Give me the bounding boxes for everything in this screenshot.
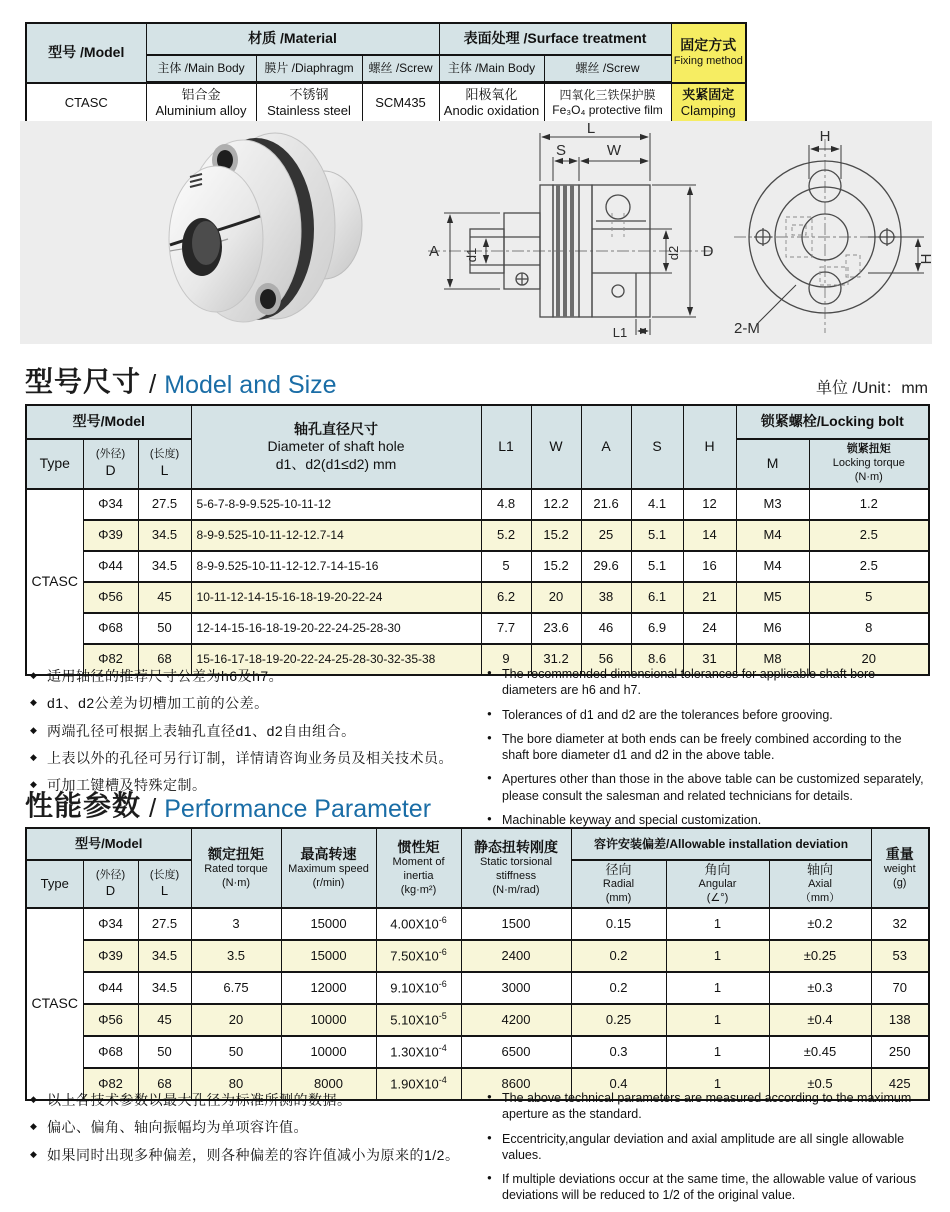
inertia-exp: -6 <box>438 915 447 926</box>
perf-row <box>26 908 929 940</box>
cell-w: 23.6 <box>531 613 581 644</box>
perf-col-d <box>83 860 138 908</box>
cell-weight: 138 <box>871 1004 929 1036</box>
front-view-drawing <box>728 127 935 339</box>
perf-notes-en <box>485 1090 930 1212</box>
cell-m: M4 <box>736 551 809 582</box>
cell-angular: 1 <box>666 1004 769 1036</box>
cell-radial: 0.4 <box>571 1068 666 1100</box>
size-col-l <box>138 439 191 489</box>
dim-label-D: D <box>702 243 714 260</box>
perf-notes-zh <box>30 1090 485 1212</box>
cell-weight: 250 <box>871 1036 929 1068</box>
d-label: D <box>105 462 116 479</box>
cell-l1: 4.8 <box>481 489 531 520</box>
body-en: Aluminium alloy <box>155 103 247 118</box>
shaft-header-spec: d1、d2(d1≤d2) mm <box>275 455 397 472</box>
d-label: D <box>105 882 116 898</box>
cell-bores: 12-14-15-16-18-19-20-22-24-25-28-30 <box>191 613 481 644</box>
spec-screw-value: SCM435 <box>362 83 439 124</box>
shaft-header-zh: 轴孔直径尺寸 <box>294 420 379 437</box>
cell-torque: 5 <box>809 582 929 613</box>
cell-l: 45 <box>138 1004 191 1036</box>
angular-zh: 角向 <box>704 862 731 878</box>
spec-sub-diaphragm: 膜片 /Diaphragm <box>256 55 362 83</box>
note-item: ● If multiple deviations occur at the same time, the allowable value of various deviations will be reduced to 1/2 of the original value. <box>485 1171 930 1204</box>
size-col-torque <box>809 439 929 489</box>
cell-d: Φ82 <box>83 644 138 675</box>
dim-label-L: L <box>586 121 596 137</box>
rated-en: Rated torque <box>204 863 268 875</box>
perf-col-stiffness <box>461 828 571 908</box>
cell-d: Φ44 <box>83 972 138 1004</box>
weight-unit: (g) <box>893 876 907 889</box>
cell-l1: 7.7 <box>481 613 531 644</box>
note-item: ● Tolerances of d1 and d2 are the tolerances before grooving. <box>485 707 930 723</box>
cell-radial: 0.25 <box>571 1004 666 1036</box>
cell-h: 12 <box>683 489 736 520</box>
cell-inertia <box>376 1036 461 1068</box>
spec-material-header: 材质 /Material <box>146 23 439 55</box>
cell-m: M3 <box>736 489 809 520</box>
cell-d: Φ39 <box>83 520 138 551</box>
spec-body-value <box>146 83 256 124</box>
spec-sub-surface-screw: 螺丝 /Screw <box>544 55 671 83</box>
surface-main-en: Anodic oxidation <box>443 103 540 118</box>
surface-screw-en: Fe₃O₄ protective film <box>552 103 663 117</box>
radial-unit: (mm) <box>605 892 632 905</box>
cell-axial: ±0.4 <box>769 1004 871 1036</box>
inertia-exp: -6 <box>438 947 447 958</box>
cell-speed: 12000 <box>281 972 376 1004</box>
note-item: ◆ 偏心、偏角、轴向振幅均为单项容许值。 <box>30 1117 485 1137</box>
inertia-exp: -6 <box>438 979 447 990</box>
l-label: L <box>160 462 169 479</box>
cell-torque: 50 <box>191 1036 281 1068</box>
fixing-en: Clamping <box>680 102 736 118</box>
note-item: ◆ d1、d2公差为切槽加工前的公差。 <box>30 693 485 713</box>
note-item: ◆ 以上各技术参数以最大孔径为标准所测的数据。 <box>30 1090 485 1110</box>
cell-speed: 10000 <box>281 1036 376 1068</box>
inertia-unit: (kg·m²) <box>400 883 437 896</box>
cell-stiffness: 2400 <box>461 940 571 972</box>
size-row <box>26 520 929 551</box>
perf-row <box>26 1004 929 1036</box>
cell-d: Φ56 <box>83 1004 138 1036</box>
perf-row <box>26 972 929 1004</box>
cell-angular: 1 <box>666 940 769 972</box>
diaphragm-zh: 不锈钢 <box>289 86 329 102</box>
cell-a: 21.6 <box>581 489 631 520</box>
cell-s: 5.1 <box>631 520 683 551</box>
cell-h: 31 <box>683 644 736 675</box>
dim-label-W: W <box>606 142 622 159</box>
stiff-en: Static torsional stiffness <box>479 856 553 882</box>
size-col-s: S <box>631 405 683 489</box>
cell-weight: 70 <box>871 972 929 1004</box>
spec-surface-screw-value <box>544 83 671 124</box>
perf-col-axial <box>769 860 871 908</box>
cell-bores: 8-9-9.525-10-11-12-12.7-14 <box>191 520 481 551</box>
cell-l: 34.5 <box>138 520 191 551</box>
weight-zh: 重量 <box>885 845 914 862</box>
torque-en: Locking torque <box>832 457 905 470</box>
size-row <box>26 582 929 613</box>
perf-col-angular <box>666 860 769 908</box>
cell-angular: 1 <box>666 908 769 940</box>
cell-angular: 1 <box>666 1068 769 1100</box>
cell-bores: 5-6-7-8-9-9.525-10-11-12 <box>191 489 481 520</box>
perf-type-value: CTASC <box>26 908 83 1100</box>
spec-sub-main-body: 主体 /Main Body <box>146 55 256 83</box>
dim-label-d1: d1 <box>464 247 479 263</box>
dim-label-d2: d2 <box>666 245 681 261</box>
note-item: ● The recommended dimensional tolerances for applicable shaft bore diameters are h6 and h7. <box>485 666 930 699</box>
fixing-zh: 夹紧固定 <box>682 86 735 102</box>
body-zh: 铝合金 <box>181 86 221 102</box>
cell-radial: 0.3 <box>571 1036 666 1068</box>
perf-col-l <box>138 860 191 908</box>
spec-sub-surface-main: 主体 /Main Body <box>439 55 544 83</box>
cell-w: 12.2 <box>531 489 581 520</box>
inertia-exp: -5 <box>438 1011 447 1022</box>
spec-sub-screw: 螺丝 /Screw <box>362 55 439 83</box>
speed-en: Maximum speed <box>288 863 369 875</box>
size-col-a: A <box>581 405 631 489</box>
cell-weight: 32 <box>871 908 929 940</box>
cell-inertia <box>376 1004 461 1036</box>
size-col-type: Type <box>26 439 83 489</box>
dim-label-H-top: H <box>819 128 831 145</box>
cell-d: Φ68 <box>83 1036 138 1068</box>
cell-inertia <box>376 908 461 940</box>
cell-torque: 1.2 <box>809 489 929 520</box>
inertia-base: 7.50X10 <box>390 948 439 964</box>
cell-stiffness: 1500 <box>461 908 571 940</box>
cell-axial: ±0.2 <box>769 908 871 940</box>
cell-w: 15.2 <box>531 551 581 582</box>
cell-l1: 5.2 <box>481 520 531 551</box>
cell-inertia <box>376 972 461 1004</box>
note-item: ● Eccentricity,angular deviation and axial amplitude are all single allowable values. <box>485 1131 930 1164</box>
size-col-d <box>83 439 138 489</box>
cell-axial: ±0.25 <box>769 940 871 972</box>
size-type-value: CTASC <box>26 489 83 675</box>
size-col-w: W <box>531 405 581 489</box>
cell-h: 14 <box>683 520 736 551</box>
speed-zh: 最高转速 <box>300 845 357 862</box>
cell-h: 21 <box>683 582 736 613</box>
dim-label-S: S <box>555 142 567 159</box>
cell-angular: 1 <box>666 1036 769 1068</box>
spec-surface-main-value <box>439 83 544 124</box>
cell-w: 15.2 <box>531 520 581 551</box>
shaft-header-en: Diameter of shaft hole <box>267 438 405 455</box>
inertia-exp: -4 <box>438 1043 447 1054</box>
size-row <box>26 489 929 520</box>
cell-radial: 0.2 <box>571 940 666 972</box>
cell-bores: 8-9-9.525-10-11-12-12.7-14-15-16 <box>191 551 481 582</box>
rated-unit: (N·m) <box>221 876 251 889</box>
spec-model-value: CTASC <box>26 83 146 124</box>
spec-fixing-value <box>671 83 746 124</box>
cell-s: 8.6 <box>631 644 683 675</box>
cell-d: Φ56 <box>83 582 138 613</box>
cell-l: 50 <box>138 613 191 644</box>
torque-zh: 锁紧扭矩 <box>846 443 891 456</box>
cell-w: 20 <box>531 582 581 613</box>
cell-l: 34.5 <box>138 551 191 582</box>
cell-a: 25 <box>581 520 631 551</box>
cell-torque: 2.5 <box>809 520 929 551</box>
cell-a: 46 <box>581 613 631 644</box>
axial-zh: 轴向 <box>807 862 834 878</box>
stiff-unit: (N·m/rad) <box>492 883 540 896</box>
deviation-group-label: 容许安装偏差/Allowable installation deviation <box>594 836 849 851</box>
spec-diaphragm-value <box>256 83 362 124</box>
inertia-en: Moment of inertia <box>392 856 445 882</box>
cell-l1: 6.2 <box>481 582 531 613</box>
cell-d: Φ34 <box>83 908 138 940</box>
perf-title-en: Performance Parameter <box>164 795 432 823</box>
cell-torque: 3 <box>191 908 281 940</box>
cell-angular: 1 <box>666 972 769 1004</box>
cell-inertia <box>376 940 461 972</box>
perf-row <box>26 940 929 972</box>
performance-table <box>25 827 930 1101</box>
cell-stiffness: 3000 <box>461 972 571 1004</box>
cell-bores: 15-16-17-18-19-20-22-24-25-28-30-32-35-38 <box>191 644 481 675</box>
perf-col-weight <box>871 828 929 908</box>
cell-l: 34.5 <box>138 972 191 1004</box>
cell-l1: 9 <box>481 644 531 675</box>
unit-label: 单位 /Unit：mm <box>815 380 928 397</box>
radial-zh: 径向 <box>605 862 632 878</box>
inertia-base: 4.00X10 <box>390 916 439 932</box>
cell-s: 6.1 <box>631 582 683 613</box>
cell-stiffness: 6500 <box>461 1036 571 1068</box>
d-sub: (外径) <box>95 869 126 881</box>
cell-torque: 80 <box>191 1068 281 1100</box>
spec-table <box>25 22 747 125</box>
cell-h: 24 <box>683 613 736 644</box>
cell-m: M8 <box>736 644 809 675</box>
size-row <box>26 551 929 582</box>
cell-d: Φ82 <box>83 1068 138 1100</box>
cell-l: 50 <box>138 1036 191 1068</box>
speed-unit: (r/min) <box>312 876 345 889</box>
note-item: ◆ 两端孔径可根据上表轴孔直径d1、d2自由组合。 <box>30 721 485 741</box>
cell-s: 6.9 <box>631 613 683 644</box>
perf-col-radial <box>571 860 666 908</box>
cell-bores: 10-11-12-14-15-16-18-19-20-22-24 <box>191 582 481 613</box>
cell-axial: ±0.45 <box>769 1036 871 1068</box>
cell-a: 38 <box>581 582 631 613</box>
perf-col-model-group: 型号/Model <box>26 828 191 860</box>
perf-col-max-speed <box>281 828 376 908</box>
angular-en: Angular <box>698 878 737 891</box>
cross-section-drawing <box>420 121 720 344</box>
dim-label-L1: L1 <box>612 325 628 340</box>
note-item: ◆ 适用轴径的推荐尺寸公差为h6及h7。 <box>30 666 485 686</box>
cell-torque: 3.5 <box>191 940 281 972</box>
size-col-locking-group: 锁紧螺栓/Locking bolt <box>736 405 929 439</box>
note-item: ◆ 上表以外的孔径可另行订制，详情请咨询业务员及相关技术员。 <box>30 748 485 768</box>
cell-speed: 10000 <box>281 1004 376 1036</box>
size-col-m: M <box>736 439 809 489</box>
cell-l: 45 <box>138 582 191 613</box>
surface-main-zh: 阳极氧化 <box>465 86 518 102</box>
cell-l: 27.5 <box>138 908 191 940</box>
size-row <box>26 613 929 644</box>
cell-l: 27.5 <box>138 489 191 520</box>
product-photo <box>132 121 377 344</box>
cell-torque: 6.75 <box>191 972 281 1004</box>
cell-d: Φ68 <box>83 613 138 644</box>
size-table <box>25 404 930 676</box>
axial-unit: （mm） <box>799 892 841 905</box>
bolt-callout-label: 2-M <box>734 320 760 337</box>
spec-surface-header: 表面处理 /Surface treatment <box>439 23 671 55</box>
size-col-shaft-hole <box>191 405 481 489</box>
cell-torque: 20 <box>809 644 929 675</box>
l-sub: (长度) <box>149 448 180 461</box>
note-item: ● Apertures other than those in the above table can be customized separately, please consult the salesman and related technicians for details. <box>485 771 930 804</box>
inertia-base: 1.30X10 <box>390 1044 439 1060</box>
cell-w: 31.2 <box>531 644 581 675</box>
cell-a: 56 <box>581 644 631 675</box>
cell-axial: ±0.3 <box>769 972 871 1004</box>
cell-l: 68 <box>138 1068 191 1100</box>
size-col-h: H <box>683 405 736 489</box>
d-sub: (外径) <box>95 448 126 461</box>
cell-torque: 20 <box>191 1004 281 1036</box>
inertia-zh: 惯性矩 <box>397 838 440 855</box>
inertia-base: 1.90X10 <box>390 1076 439 1092</box>
cell-m: M6 <box>736 613 809 644</box>
cell-axial: ±0.5 <box>769 1068 871 1100</box>
cell-weight: 53 <box>871 940 929 972</box>
performance-notes <box>30 1090 930 1212</box>
size-title-en: Model and Size <box>164 371 337 399</box>
cell-s: 5.1 <box>631 551 683 582</box>
cell-radial: 0.2 <box>571 972 666 1004</box>
size-section-heading <box>25 360 928 400</box>
cell-d: Φ34 <box>83 489 138 520</box>
fixing-header-en: Fixing method <box>673 54 743 67</box>
cell-weight: 425 <box>871 1068 929 1100</box>
perf-col-deviation-group <box>571 828 871 860</box>
cell-d: Φ39 <box>83 940 138 972</box>
cell-s: 4.1 <box>631 489 683 520</box>
note-item: ● The above technical parameters are measured according to the maximum aperture as the standard. <box>485 1090 930 1123</box>
size-col-model-group: 型号/Model <box>26 405 191 439</box>
size-title-zh: 型号尺寸 <box>25 366 142 397</box>
cell-d: Φ44 <box>83 551 138 582</box>
cell-m: M4 <box>736 520 809 551</box>
stiff-zh: 静态扭转刚度 <box>474 838 559 855</box>
cell-stiffness: 8600 <box>461 1068 571 1100</box>
diaphragm-en: Stainless steel <box>267 103 351 118</box>
perf-row <box>26 1036 929 1068</box>
note-item: ◆ 如果同时出现多种偏差，则各种偏差的容许值减小为原来的1/2。 <box>30 1145 485 1165</box>
dim-label-A: A <box>428 243 440 260</box>
perf-col-rated-torque <box>191 828 281 908</box>
cell-speed: 15000 <box>281 908 376 940</box>
torque-unit: (N·m) <box>854 470 883 483</box>
angular-unit: (∠°) <box>706 892 729 905</box>
note-item: ● Machinable keyway and special customization. <box>485 812 930 828</box>
surface-screw-zh: 四氧化三铁保护膜 <box>559 88 656 102</box>
cell-speed: 8000 <box>281 1068 376 1100</box>
perf-col-type: Type <box>26 860 83 908</box>
note-item: ◆ 可加工键槽及特殊定制。 <box>30 775 485 795</box>
perf-col-inertia <box>376 828 461 908</box>
cell-l: 68 <box>138 644 191 675</box>
cell-speed: 15000 <box>281 940 376 972</box>
l-label: L <box>160 882 169 898</box>
perf-title-zh: 性能参数 <box>25 790 142 821</box>
rated-zh: 额定扭矩 <box>208 845 265 862</box>
product-images-band <box>20 121 935 344</box>
cell-stiffness: 4200 <box>461 1004 571 1036</box>
cell-l1: 5 <box>481 551 531 582</box>
performance-section-heading <box>25 784 928 824</box>
cell-m: M5 <box>736 582 809 613</box>
cell-a: 29.6 <box>581 551 631 582</box>
l-sub: (长度) <box>149 869 180 881</box>
cell-radial: 0.15 <box>571 908 666 940</box>
spec-model-header: 型号 /Model <box>26 23 146 83</box>
cell-h: 16 <box>683 551 736 582</box>
size-title-separator: / <box>149 369 157 399</box>
perf-title-separator: / <box>149 793 157 823</box>
dim-label-H-right: H <box>918 253 935 265</box>
fixing-header-zh: 固定方式 <box>680 37 737 54</box>
note-item: ● The bore diameter at both ends can be freely combined according to the shaft bore diameter d1 and d2 in the above table. <box>485 731 930 764</box>
cell-torque: 8 <box>809 613 929 644</box>
weight-en: weight <box>883 863 916 875</box>
axial-en: Axial <box>808 878 832 891</box>
spec-fixing-header <box>671 23 746 83</box>
inertia-base: 9.10X10 <box>390 980 439 996</box>
inertia-base: 5.10X10 <box>390 1012 439 1028</box>
radial-en: Radial <box>602 878 635 891</box>
cell-torque: 2.5 <box>809 551 929 582</box>
cell-l: 34.5 <box>138 940 191 972</box>
inertia-exp: -4 <box>438 1075 447 1086</box>
size-col-l1: L1 <box>481 405 531 489</box>
